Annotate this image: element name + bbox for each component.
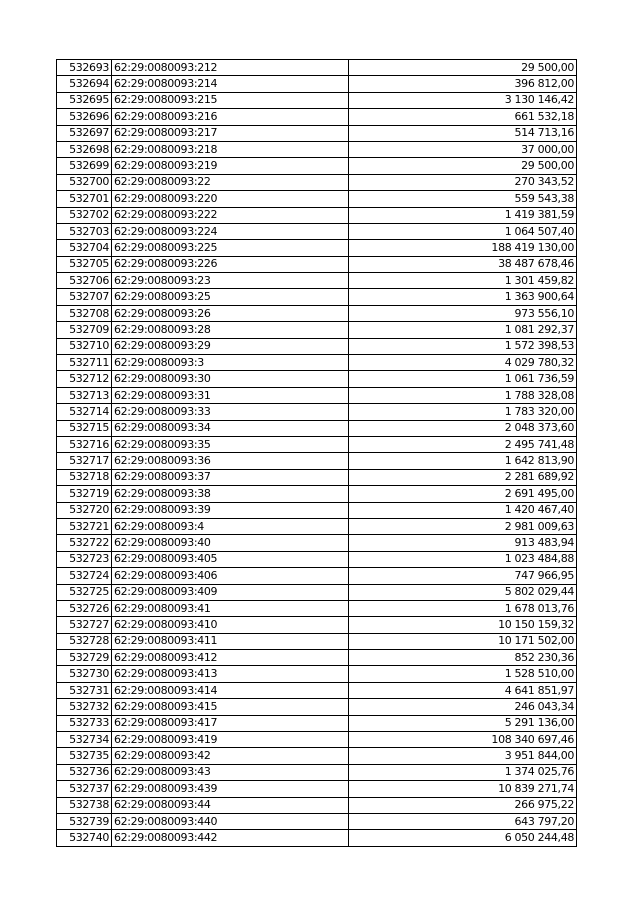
- cadastral-value-cell: 29 500,00: [349, 60, 577, 76]
- cadastral-number-cell: 62:29:0080093:33: [112, 404, 349, 420]
- row-id-cell: 532698: [57, 141, 112, 157]
- table-row: [57, 436, 577, 452]
- cadastral-number-cell: 62:29:0080093:412: [112, 650, 349, 666]
- table-row: [57, 568, 577, 584]
- table-row: [57, 371, 577, 387]
- row-id-cell: 532728: [57, 633, 112, 649]
- cadastral-value-cell: 973 556,10: [349, 305, 577, 321]
- cadastral-value-cell: 1 678 013,76: [349, 600, 577, 616]
- cadastral-number-cell: 62:29:0080093:41: [112, 600, 349, 616]
- cadastral-number-cell: 62:29:0080093:23: [112, 273, 349, 289]
- row-id-cell: 532725: [57, 584, 112, 600]
- row-id-cell: 532706: [57, 273, 112, 289]
- cadastral-value-cell: 1 528 510,00: [349, 666, 577, 682]
- table-row: [57, 125, 577, 141]
- cadastral-number-cell: 62:29:0080093:215: [112, 92, 349, 108]
- row-id-cell: 532714: [57, 404, 112, 420]
- cadastral-value-cell: 1 572 398,53: [349, 338, 577, 354]
- table-row: [57, 650, 577, 666]
- cadastral-value-cell: 5 291 136,00: [349, 715, 577, 731]
- table-row: [57, 256, 577, 272]
- row-id-cell: 532715: [57, 420, 112, 436]
- cadastral-number-cell: 62:29:0080093:224: [112, 223, 349, 239]
- cadastral-number-cell: 62:29:0080093:22: [112, 174, 349, 190]
- table-row: [57, 600, 577, 616]
- cadastral-number-cell: 62:29:0080093:220: [112, 191, 349, 207]
- cadastral-value-cell: 2 495 741,48: [349, 436, 577, 452]
- cadastral-number-cell: 62:29:0080093:29: [112, 338, 349, 354]
- table-row: [57, 551, 577, 567]
- table-row: [57, 174, 577, 190]
- row-id-cell: 532702: [57, 207, 112, 223]
- cadastral-number-cell: 62:29:0080093:28: [112, 322, 349, 338]
- cadastral-number-cell: 62:29:0080093:3: [112, 355, 349, 371]
- row-id-cell: 532740: [57, 830, 112, 846]
- row-id-cell: 532709: [57, 322, 112, 338]
- cadastral-value-cell: 2 048 373,60: [349, 420, 577, 436]
- cadastral-number-cell: 62:29:0080093:214: [112, 76, 349, 92]
- cadastral-value-cell: 6 050 244,48: [349, 830, 577, 846]
- cadastral-value-cell: 514 713,16: [349, 125, 577, 141]
- row-id-cell: 532693: [57, 60, 112, 76]
- cadastral-value-cell: 643 797,20: [349, 813, 577, 829]
- cadastral-value-cell: 1 420 467,40: [349, 502, 577, 518]
- cadastral-value-cell: 1 061 736,59: [349, 371, 577, 387]
- cadastral-number-cell: 62:29:0080093:419: [112, 732, 349, 748]
- cadastral-number-cell: 62:29:0080093:218: [112, 141, 349, 157]
- cadastral-number-cell: 62:29:0080093:410: [112, 617, 349, 633]
- cadastral-value-cell: 10 839 271,74: [349, 781, 577, 797]
- table-row: [57, 502, 577, 518]
- row-id-cell: 532705: [57, 256, 112, 272]
- row-id-cell: 532699: [57, 158, 112, 174]
- cadastral-value-cell: 2 981 009,63: [349, 518, 577, 534]
- table-row: [57, 453, 577, 469]
- cadastral-value-cell: 1 363 900,64: [349, 289, 577, 305]
- table-row: [57, 617, 577, 633]
- table-row: [57, 141, 577, 157]
- cadastral-number-cell: 62:29:0080093:212: [112, 60, 349, 76]
- row-id-cell: 532696: [57, 109, 112, 125]
- row-id-cell: 532737: [57, 781, 112, 797]
- table-row: [57, 781, 577, 797]
- row-id-cell: 532701: [57, 191, 112, 207]
- row-id-cell: 532727: [57, 617, 112, 633]
- table-row: [57, 92, 577, 108]
- table-row: [57, 76, 577, 92]
- row-id-cell: 532735: [57, 748, 112, 764]
- table-row: [57, 486, 577, 502]
- table-row: [57, 732, 577, 748]
- row-id-cell: 532739: [57, 813, 112, 829]
- cadastral-number-cell: 62:29:0080093:405: [112, 551, 349, 567]
- table-row: [57, 666, 577, 682]
- cadastral-number-cell: 62:29:0080093:440: [112, 813, 349, 829]
- row-id-cell: 532711: [57, 355, 112, 371]
- row-id-cell: 532721: [57, 518, 112, 534]
- cadastral-value-cell: 1 374 025,76: [349, 764, 577, 780]
- cadastral-number-cell: 62:29:0080093:35: [112, 436, 349, 452]
- row-id-cell: 532738: [57, 797, 112, 813]
- table-row: [57, 748, 577, 764]
- cadastral-value-cell: 266 975,22: [349, 797, 577, 813]
- cadastral-value-cell: 1 419 381,59: [349, 207, 577, 223]
- cadastral-value-cell: 4 641 851,97: [349, 682, 577, 698]
- row-id-cell: 532694: [57, 76, 112, 92]
- cadastral-value-cell: 3 130 146,42: [349, 92, 577, 108]
- cadastral-value-cell: 661 532,18: [349, 109, 577, 125]
- row-id-cell: 532729: [57, 650, 112, 666]
- table-row: [57, 289, 577, 305]
- cadastral-number-cell: 62:29:0080093:4: [112, 518, 349, 534]
- cadastral-number-cell: 62:29:0080093:25: [112, 289, 349, 305]
- cadastral-number-cell: 62:29:0080093:39: [112, 502, 349, 518]
- row-id-cell: 532723: [57, 551, 112, 567]
- cadastral-number-cell: 62:29:0080093:406: [112, 568, 349, 584]
- cadastral-value-cell: 10 150 159,32: [349, 617, 577, 633]
- cadastral-value-cell: 1 301 459,82: [349, 273, 577, 289]
- table-row: [57, 404, 577, 420]
- cadastral-value-cell: 188 419 130,00: [349, 240, 577, 256]
- cadastral-number-cell: 62:29:0080093:409: [112, 584, 349, 600]
- row-id-cell: 532734: [57, 732, 112, 748]
- row-id-cell: 532718: [57, 469, 112, 485]
- cadastral-number-cell: 62:29:0080093:414: [112, 682, 349, 698]
- table-row: [57, 355, 577, 371]
- cadastral-value-cell: 1 023 484,88: [349, 551, 577, 567]
- cadastral-value-cell: 2 691 495,00: [349, 486, 577, 502]
- row-id-cell: 532704: [57, 240, 112, 256]
- row-id-cell: 532697: [57, 125, 112, 141]
- row-id-cell: 532712: [57, 371, 112, 387]
- row-id-cell: 532719: [57, 486, 112, 502]
- cadastral-number-cell: 62:29:0080093:40: [112, 535, 349, 551]
- cadastral-number-cell: 62:29:0080093:226: [112, 256, 349, 272]
- row-id-cell: 532736: [57, 764, 112, 780]
- cadastral-value-cell: 559 543,38: [349, 191, 577, 207]
- table-row: [57, 535, 577, 551]
- cadastral-number-cell: 62:29:0080093:417: [112, 715, 349, 731]
- cadastral-value-cell: 396 812,00: [349, 76, 577, 92]
- table-row: [57, 223, 577, 239]
- table-row: [57, 60, 577, 76]
- cadastral-number-cell: 62:29:0080093:38: [112, 486, 349, 502]
- table-row: [57, 830, 577, 846]
- cadastral-number-cell: 62:29:0080093:413: [112, 666, 349, 682]
- table-row: [57, 240, 577, 256]
- row-id-cell: 532732: [57, 699, 112, 715]
- cadastral-value-cell: 246 043,34: [349, 699, 577, 715]
- cadastral-value-cell: 852 230,36: [349, 650, 577, 666]
- row-id-cell: 532695: [57, 92, 112, 108]
- table-row: [57, 633, 577, 649]
- row-id-cell: 532724: [57, 568, 112, 584]
- cadastral-value-cell: 270 343,52: [349, 174, 577, 190]
- cadastral-number-cell: 62:29:0080093:415: [112, 699, 349, 715]
- cadastral-value-cell: 108 340 697,46: [349, 732, 577, 748]
- cadastral-value-cell: 1 064 507,40: [349, 223, 577, 239]
- row-id-cell: 532731: [57, 682, 112, 698]
- cadastral-number-cell: 62:29:0080093:30: [112, 371, 349, 387]
- row-id-cell: 532720: [57, 502, 112, 518]
- cadastral-value-cell: 2 281 689,92: [349, 469, 577, 485]
- table-row: [57, 207, 577, 223]
- cadastral-number-cell: 62:29:0080093:225: [112, 240, 349, 256]
- row-id-cell: 532733: [57, 715, 112, 731]
- row-id-cell: 532730: [57, 666, 112, 682]
- cadastral-number-cell: 62:29:0080093:31: [112, 387, 349, 403]
- table-row: [57, 584, 577, 600]
- row-id-cell: 532726: [57, 600, 112, 616]
- cadastral-number-cell: 62:29:0080093:216: [112, 109, 349, 125]
- table-row: [57, 420, 577, 436]
- cadastral-value-cell: 1 788 328,08: [349, 387, 577, 403]
- table-body: [57, 60, 577, 847]
- cadastral-value-cell: 1 642 813,90: [349, 453, 577, 469]
- cadastral-value-cell: 38 487 678,46: [349, 256, 577, 272]
- table-row: [57, 813, 577, 829]
- cadastral-value-cell: 4 029 780,32: [349, 355, 577, 371]
- cadastral-value-cell: 747 966,95: [349, 568, 577, 584]
- cadastral-number-cell: 62:29:0080093:442: [112, 830, 349, 846]
- table-row: [57, 518, 577, 534]
- row-id-cell: 532700: [57, 174, 112, 190]
- table-row: [57, 273, 577, 289]
- row-id-cell: 532713: [57, 387, 112, 403]
- row-id-cell: 532708: [57, 305, 112, 321]
- cadastral-number-cell: 62:29:0080093:42: [112, 748, 349, 764]
- row-id-cell: 532722: [57, 535, 112, 551]
- row-id-cell: 532716: [57, 436, 112, 452]
- row-id-cell: 532717: [57, 453, 112, 469]
- cadastral-number-cell: 62:29:0080093:439: [112, 781, 349, 797]
- cadastral-number-cell: 62:29:0080093:44: [112, 797, 349, 813]
- table-row: [57, 191, 577, 207]
- table-row: [57, 387, 577, 403]
- table-row: [57, 764, 577, 780]
- cadastral-value-cell: 5 802 029,44: [349, 584, 577, 600]
- cadastral-value-cell: 1 081 292,37: [349, 322, 577, 338]
- table-row: [57, 469, 577, 485]
- cadastral-number-cell: 62:29:0080093:43: [112, 764, 349, 780]
- table-row: [57, 305, 577, 321]
- cadastral-number-cell: 62:29:0080093:26: [112, 305, 349, 321]
- cadastral-number-cell: 62:29:0080093:34: [112, 420, 349, 436]
- row-id-cell: 532703: [57, 223, 112, 239]
- cadastral-value-cell: 3 951 844,00: [349, 748, 577, 764]
- cadastral-value-table: [56, 59, 577, 847]
- table-row: [57, 322, 577, 338]
- cadastral-value-cell: 913 483,94: [349, 535, 577, 551]
- cadastral-value-cell: 29 500,00: [349, 158, 577, 174]
- cadastral-number-cell: 62:29:0080093:36: [112, 453, 349, 469]
- table-row: [57, 338, 577, 354]
- table-row: [57, 682, 577, 698]
- cadastral-value-cell: 37 000,00: [349, 141, 577, 157]
- cadastral-number-cell: 62:29:0080093:222: [112, 207, 349, 223]
- table-row: [57, 109, 577, 125]
- cadastral-value-cell: 10 171 502,00: [349, 633, 577, 649]
- table-row: [57, 797, 577, 813]
- cadastral-value-cell: 1 783 320,00: [349, 404, 577, 420]
- table-row: [57, 699, 577, 715]
- table-row: [57, 715, 577, 731]
- table-row: [57, 158, 577, 174]
- row-id-cell: 532707: [57, 289, 112, 305]
- cadastral-number-cell: 62:29:0080093:219: [112, 158, 349, 174]
- row-id-cell: 532710: [57, 338, 112, 354]
- cadastral-number-cell: 62:29:0080093:37: [112, 469, 349, 485]
- cadastral-number-cell: 62:29:0080093:411: [112, 633, 349, 649]
- cadastral-number-cell: 62:29:0080093:217: [112, 125, 349, 141]
